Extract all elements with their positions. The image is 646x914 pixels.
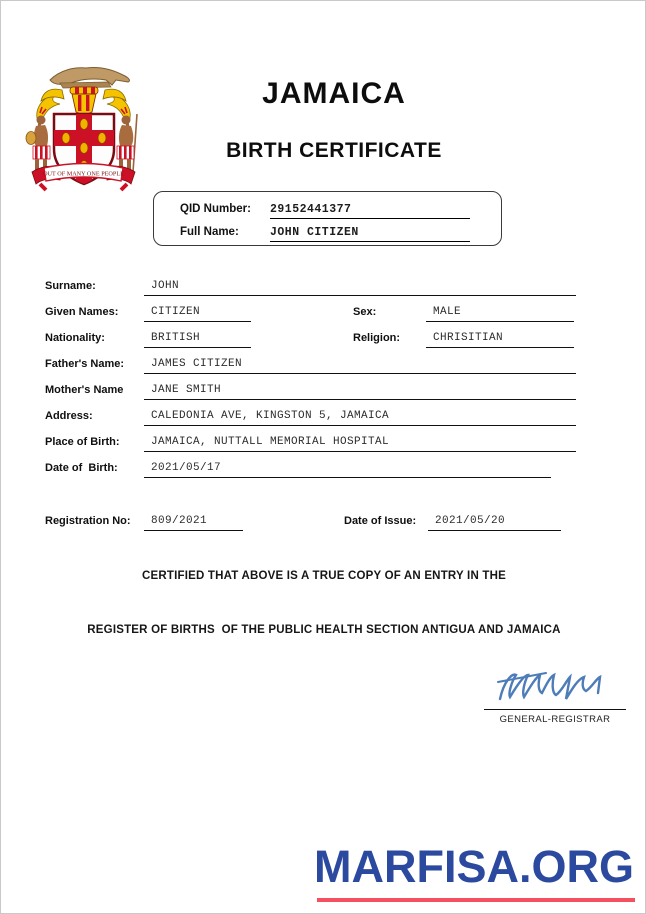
fathers-name-value: JAMES CITIZEN: [144, 358, 576, 374]
given-names-row: [1, 306, 646, 326]
fathers-name-row: [1, 358, 646, 378]
registration-no-value: 809/2021: [144, 515, 243, 531]
crest-left-figure-icon: [26, 107, 50, 172]
religion-value: CHRISITIAN: [426, 332, 574, 348]
nationality-value: BRITISH: [144, 332, 251, 348]
crest-right-figure-icon: [117, 107, 137, 172]
place-of-birth-row: [1, 436, 646, 456]
crest-crocodile-icon: [50, 67, 129, 88]
sex-label: Sex:: [353, 306, 377, 318]
crest-motto-banner: [32, 164, 135, 191]
address-value: CALEDONIA AVE, KINGSTON 5, JAMAICA: [144, 410, 576, 426]
crest-helmet-icon: [70, 87, 98, 114]
given-names-value: CITIZEN: [144, 306, 251, 322]
watermark-logo: MARFISA.ORG: [314, 841, 634, 892]
document-title: BIRTH CERTIFICATE: [226, 139, 442, 162]
qid-number-label: QID Number:: [180, 203, 251, 215]
nationality-row: [1, 332, 646, 352]
place-of-birth-label: Place of Birth:: [45, 436, 120, 448]
place-of-birth-value: JAMAICA, NUTTALL MEMORIAL HOSPITAL: [144, 436, 576, 452]
jamaica-coat-of-arms-icon: [16, 54, 151, 192]
certification-line-2: REGISTER OF BIRTHS OF THE PUBLIC HEALTH SECTION ANTIGUA AND JAMAICA: [87, 624, 561, 636]
certification-line-1: CERTIFIED THAT ABOVE IS A TRUE COPY OF AN ENTRY IN THE: [142, 570, 506, 582]
address-label: Address:: [45, 410, 93, 422]
date-of-birth-label: Date of Birth:: [45, 462, 118, 474]
religion-label: Religion:: [353, 332, 401, 344]
sex-value: MALE: [426, 306, 574, 322]
registrar-title: GENERAL-REGISTRAR: [499, 714, 611, 725]
watermark-underline: [317, 898, 635, 902]
crest-motto-text: OUT OF MANY ONE PEOPLE: [43, 170, 124, 178]
mothers-name-row: [1, 384, 646, 404]
country-title: JAMAICA: [262, 77, 406, 110]
mothers-name-value: JANE SMITH: [144, 384, 576, 400]
registrar-signature-icon: [494, 667, 614, 709]
full-name-row: [180, 226, 470, 244]
fathers-name-label: Father's Name:: [45, 358, 125, 370]
mothers-name-label: Mother's Name: [45, 384, 124, 396]
date-of-issue-value: 2021/05/20: [428, 515, 561, 531]
surname-value: JOHN: [144, 280, 576, 296]
date-of-birth-row: [1, 462, 646, 482]
given-names-label: Given Names:: [45, 306, 119, 318]
qid-number-row: [180, 203, 470, 221]
nationality-label: Nationality:: [45, 332, 105, 344]
registration-row: [1, 515, 646, 535]
date-of-birth-value: 2021/05/17: [144, 462, 551, 478]
full-name-value: JOHN CITIZEN: [270, 226, 470, 242]
full-name-label: Full Name:: [180, 226, 239, 238]
surname-label: Surname:: [45, 280, 96, 292]
registration-no-label: Registration No:: [45, 515, 131, 527]
signature-line: [484, 709, 626, 710]
date-of-issue-label: Date of Issue:: [344, 515, 417, 527]
surname-row: [1, 280, 646, 300]
qid-number-value: 29152441377: [270, 203, 470, 219]
id-summary-box: [153, 191, 502, 246]
address-row: [1, 410, 646, 430]
